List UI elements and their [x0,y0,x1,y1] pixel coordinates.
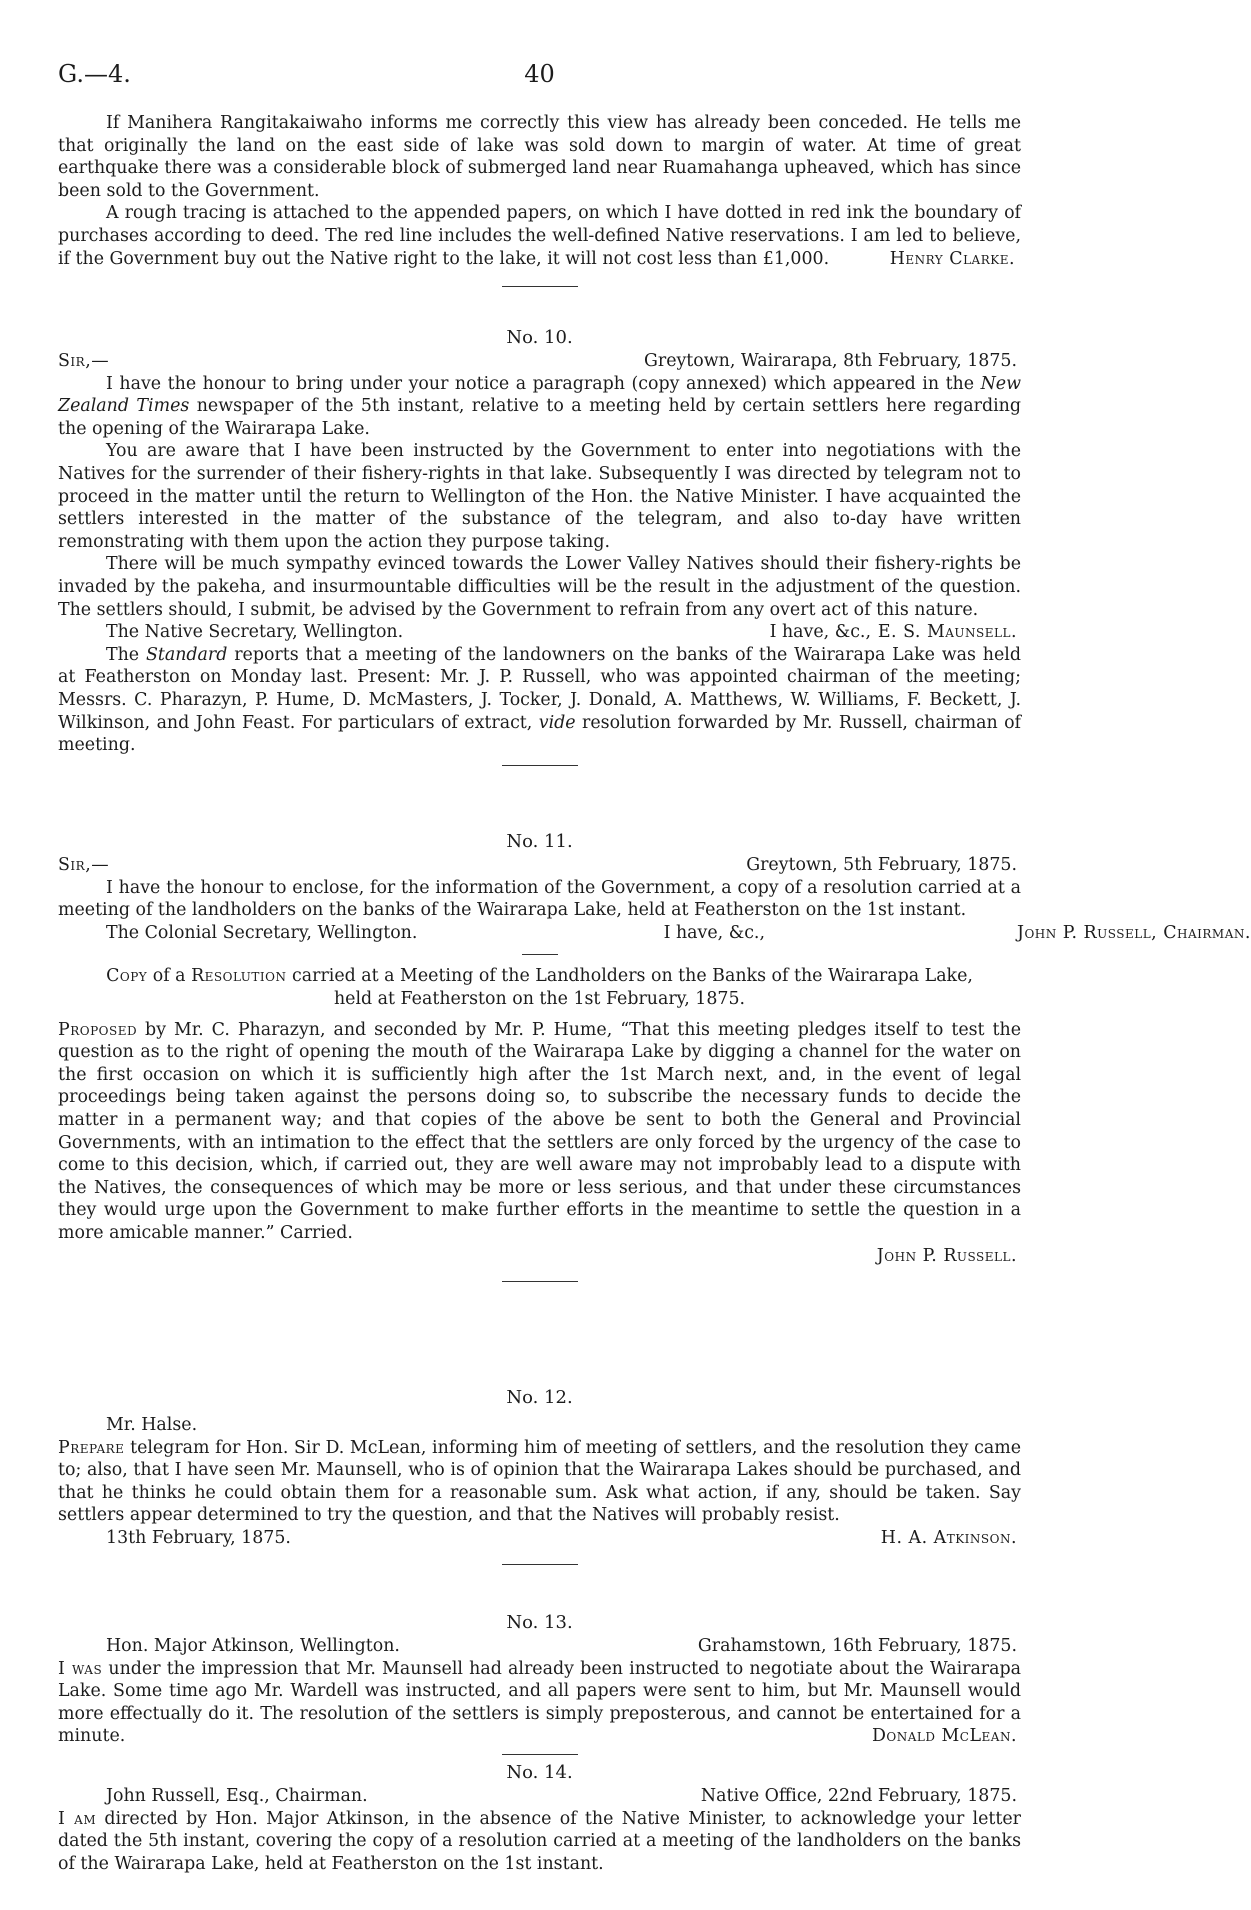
signature: H. A. Atkinson. [880,1527,1017,1548]
letter-heading: No. 13. [506,1612,573,1633]
page-number: 40 [524,60,555,88]
salutation-row [58,350,1021,373]
letter-no-11 [58,830,1251,1282]
newspaper-title: New Zealand Times [58,373,1021,417]
document-reference: G.—4. [58,60,131,88]
letter-heading: No. 11. [506,831,573,852]
place-date: Greytown, Wairarapa, 8th February, 1875. [643,351,1017,371]
addressee-row [58,1414,1021,1437]
section-divider [502,765,578,766]
addressee: Mr. Halse. [106,1415,198,1435]
telegram-text: I was under the impression that Mr. Maunsell had already been instructed to negotiate about the Wairarapa Lake. Some time ago Mr. Wardell was instructed, and all papers were sent to him, but Mr. Maunsell would more effectually do it. The resolution of the settlers is simply preposterous, and cannot be entertained for a minute. Donald McLean. [58,1658,1021,1747]
section-divider [502,286,578,287]
date: 13th February, 1875. [106,1527,291,1548]
section-divider [502,1281,578,1282]
letter-no-13 [58,1611,1021,1755]
no10-paragraph-1: I have the honour to bring under your notice a paragraph (copy annexed) which appeared in the New Zealand Times newspaper of the 5th instant, relative to a meeting held by certain settlers here regarding the opening of the Wairarapa Lake. [58,373,1021,439]
resolution-copy-title: Copy of a Resolution carried at a Meeting of the Landholders on the Banks of the Wairarapa Lake, [106,966,973,987]
no10-paragraph-3: There will be much sympathy evinced towards the Lower Valley Natives should their fishery-rights be invaded by the pakeha, and insurmountable difficulties will be the result in the adjustment of the question. The settlers should, I submit, be advised by the Government to refrain from any overt act of this nature. I have, &c., [58,554,1021,643]
addressee: The Native Secretary, Wellington. [106,622,404,643]
telegram-instruction: Prepare telegram for Hon. Sir D. McLean, informing him of meeting of settlers, and the resolution they came to; also, that I have seen Mr. Maunsell, who is of opinion that the Wairarapa Lakes should be purchased, and that he thinks he could obtain them for a reasonable sum. Ask what action, if any, should be taken. Say settlers appear determined to try the question, and that the Natives will probably resist. [58,1437,1021,1526]
salutation-row [58,854,1021,877]
no11-paragraph-1: I have the honour to enclose, for the information of the Government, a copy of a resolution carried at a meeting of the landholders on the banks of the Wairarapa Lake, held at Featherston on the 1st instant. I have, &c., [58,877,1021,943]
resolution-signature-row [58,1245,1021,1268]
section-divider [502,1754,578,1755]
salutation: Sir,— [58,351,110,371]
addressee-row [58,1785,1021,1808]
page-header [58,60,1021,94]
addressee: John Russell, Esq., Chairman. [106,1786,368,1806]
newspaper-extract: The Standard reports that a meeting of the landowners on the banks of the Wairarapa Lake was held at Featherston on Monday last. Present: Mr. J. P. Russell, who was appointed chairman of the meeting; Messrs. C. Pharazyn, P. Hume, D. McMasters, J. Tocker, J. Donald, A. Matthews, W. Williams, F. Beckett, J. Wilkinson, and John Feast. For particulars of extract, vide resolution forwarded by Mr. Russell, chairman of meeting. [58,644,1021,756]
date-signature-row [58,1527,1021,1550]
letter-no-12 [58,1386,1021,1565]
resolution-text: Proposed by Mr. C. Pharazyn, and seconded by Mr. P. Hume, “That this meeting pledges itself to test the question as to the right of opening the mouth of the Wairarapa Lake by digging a channel for the water on the first occasion on which it is sufficiently high after the 1st March next, and, in the event of legal proceedings being taken against the persons doing so, to subscribe the necessary funds to decide the matter in a permanent way; and that copies of the above be sent to both the General and Provincial Governments, with an intimation to the effect that the settlers are only forced by the urgency of the case to come to this decision, which, if carried out, they are well aware may not improbably lead to a dispute with the Natives, the consequences of which may be more or less serious, and that under these circumstances they would urge upon the Government to make further efforts in the meantime to settle the question in a more amicable manner.” Carried. [58,1019,1021,1243]
addressee-row [58,621,1021,644]
letter-heading: No. 14. [506,1762,573,1783]
resolution-copy-subtitle: held at Featherston on the 1st February, 1875. [333,988,746,1009]
place-date: Greytown, 5th February, 1875. [746,855,1017,875]
no10-paragraph-2: You are aware that I have been instructed by the Government to enter into negotiations with the Natives for the surrender of their fishery-rights in that lake. Subsequently I was directed by telegram not to proceed in the matter until the return to Wellington of the Hon. the Native Minister. I have acquainted the settlers interested in the matter of the substance of the telegram, and also to-day have written remonstrating with them upon the action they purpose taking. [58,441,1021,552]
addressee-row: The Colonial Secretary, Wellington. John P. Russell, Chairman. [106,922,1251,943]
clarke-letter [58,112,1021,287]
clarke-paragraph-2-text: A rough tracing is attached to the appended papers, on which I have dotted in red ink the boundary of purchases according to deed. The red line includes the well-defined Native reservations. I am led to believe, if the Government buy out the Native right to the lake, it will not cost less than £1,000. [58,203,1021,269]
letter-heading: No. 10. [506,327,573,348]
signature: Donald McLean. [871,1726,1017,1747]
place-date: Grahamstown, 16th February, 1875. [697,1636,1017,1656]
signature: E. S. Maunsell. [877,622,1017,643]
letter-heading: No. 12. [506,1387,573,1408]
clarke-paragraph-2 [58,202,1021,270]
salutation: Sir,— [58,855,110,875]
closing: I have, &c., [663,922,765,943]
clarke-paragraph-1: If Manihera Rangitakaiwaho informs me correctly this view has already been conceded. He tells me that originally the land on the east side of lake was sold down to margin of water. At time of great earthquake there was a considerable block of submerged land near Ruamahanga upheaved, which has since been sold to the Government. [58,113,1021,201]
section-divider [502,1564,578,1565]
place-date: Native Office, 22nd February, 1875. [700,1786,1017,1806]
letter-no-14 [58,1761,1021,1875]
letter-no-10 [58,326,1021,766]
resolution-signature: John P. Russell. [876,1245,1017,1266]
clarke-signature: Henry Clarke. [889,248,1015,269]
letter-text: I am directed by Hon. Major Atkinson, in the absence of the Native Minister, to acknowledge your letter dated the 5th instant, covering the copy of a resolution carried at a meeting of the landholders on the banks of the Wairarapa Lake, held at Featherston on the 1st instant. [58,1808,1021,1874]
newspaper-name: Standard [145,644,228,665]
short-divider [522,954,558,955]
addressee: The Colonial Secretary, Wellington. [106,922,418,943]
addressee: Hon. Major Atkinson, Wellington. [106,1636,400,1656]
addressee-row [58,1635,1021,1658]
closing: I have, &c., [769,622,871,643]
